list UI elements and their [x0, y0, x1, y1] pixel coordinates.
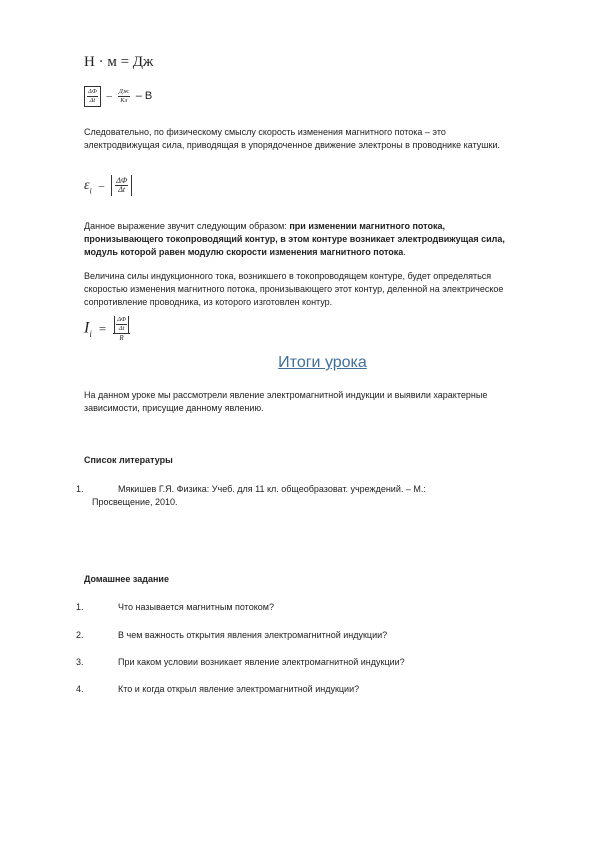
formula-units-text: Н · м = Дж — [84, 54, 154, 70]
formula-dash: – — [106, 90, 113, 103]
literature-item-number: 1. — [76, 484, 84, 494]
homework-title: Домашнее задание — [84, 574, 169, 584]
homework-item-number: 4. — [76, 684, 84, 694]
paragraph-bold-statement: при изменении магнитного потока, пронизывающего токопроводящий контур, в этом контуре возникает электродвижущая сила, модуль которой равен модулю скорости изменения магнитного потока — [84, 221, 505, 257]
formula-subscript: i — [89, 328, 92, 339]
formula-subscript: i — [89, 186, 92, 196]
homework-item-text: Что называется магнитным потоком? — [118, 602, 274, 612]
formula-current — [84, 316, 130, 342]
homework-item-text: При каком условии возникает явление электромагнитной индукции? — [118, 657, 405, 667]
fraction-denominator: Δt — [89, 97, 96, 104]
formula-tail: – В — [135, 90, 153, 103]
literature-item-line2: Просвещение, 2010. — [92, 497, 178, 507]
formula-equals: = — [98, 320, 107, 336]
summary-heading[interactable]: Итоги урока — [278, 354, 367, 371]
fraction-denominator: Δt — [118, 325, 125, 332]
homework-item-number: 1. — [76, 602, 84, 612]
formula-bracket — [84, 86, 101, 107]
formula-fraction — [87, 88, 98, 105]
formula-emf — [84, 175, 132, 196]
formula-dash: – — [98, 180, 105, 193]
paragraph-prefix: Данное выражение звучит следующим образом: — [84, 221, 290, 231]
formula-symbol: ε — [84, 178, 90, 194]
paragraph-emf-meaning: Следовательно, по физическому смыслу скорость изменения магнитного потока – это электродвижущая сила, приводящая в упорядоченное движение электроны в проводнике катушки. — [84, 127, 500, 150]
paragraph-induction-current: Величина силы индукционного тока, возникшего в токопроводящем контуре, будет определяться скоростью изменения магнитного потока, пронизывающего этот контур, деленной на электрическое сопротивление проводника, из которого изготовлен контур. — [84, 271, 504, 307]
fraction-numerator — [113, 316, 130, 334]
fraction-numerator: ΔΦ — [117, 316, 126, 323]
formula-fraction — [115, 177, 128, 194]
formula-symbol: I — [84, 319, 90, 337]
formula-emf-units — [84, 86, 152, 107]
homework-item-number: 2. — [76, 630, 84, 640]
fraction-numerator: ΔΦ — [116, 176, 128, 185]
homework-item-text: В чем важность открытия явления электромагнитной индукции? — [118, 630, 388, 640]
formula-abs-bracket — [114, 316, 129, 333]
formula-units — [84, 54, 153, 71]
summary-text: На данном уроке мы рассмотрели явление электромагнитной индукции и выявили характерные зависимости, присущие данному явлению. — [84, 390, 488, 413]
paragraph-faraday-law — [84, 220, 514, 259]
formula-fraction — [113, 316, 130, 342]
fraction-numerator: Дж — [118, 88, 129, 95]
literature-item-line1: Мякишев Г.Я. Физика: Учеб. для 11 кл. общеобразоват. учреждений. – М.: — [118, 484, 426, 494]
homework-item-text: Кто и когда открыл явление электромагнитной индукции? — [118, 684, 360, 694]
fraction-denominator: R — [119, 334, 124, 342]
homework-item-number: 3. — [76, 657, 84, 667]
literature-title: Список литературы — [84, 455, 173, 465]
summary-heading-wrap — [0, 354, 595, 372]
formula-abs-bracket — [111, 175, 132, 196]
inner-fraction — [116, 316, 127, 333]
formula-fraction-units — [118, 88, 130, 105]
fraction-denominator: Δt — [118, 185, 126, 194]
paragraph-suffix: . — [403, 247, 406, 257]
fraction-denominator: Кл — [120, 97, 128, 104]
fraction-numerator: ΔΦ — [88, 88, 97, 95]
